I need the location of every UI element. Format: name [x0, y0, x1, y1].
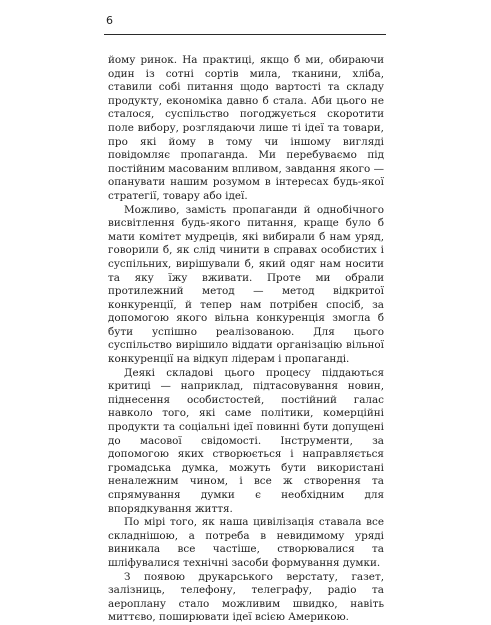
- paragraph-1: йому ринок. На практиці, якщо б ми, обираючи один із сотні сортів мила, тканини, хліба, ставили собі питання щодо вартості та складу продукту, економіка давно б стала. Аби цього не сталося, суспільство погоджується скоротити поле вибору, розглядаючи лише ті ідеї та товари, про які йому в тому чи іншому вигляді повідомляє пропаганда. Ми перебуваємо під постійним масованим впливом, завдання якого — опанувати нашим розумом в інтересах будь-якої стратегії, товару або ідеї.: [108, 54, 384, 202]
- body-text: [108, 54, 384, 625]
- paragraph-4: По мірі того, як наша цивілізація ставала все складнішою, а потреба в невидимому уряді виникала все частіше, створювалися та шліфувалися технічні засоби формування думки.: [108, 516, 384, 569]
- paragraph-2: Можливо, замість пропаганди й однобічного висвітлення будь-якого питання, краще було б мати комітет мудреців, які вибирали б нам уряд, говорили б, як слід чинити в справах особистих і суспільних, вирішували б, який одяг нам носити та яку їжу вживати. Проте ми обрали протилежний метод — метод відкритої конкуренції, й тепер нам потрібен спосіб, за допомогою якого вільна конкуренція змогла б бути успішно реалізованою. Для цього суспільство вирішило віддати організацію вільної конкуренції на відкуп лідерам і пропаганді.: [108, 203, 384, 366]
- header-rule: [104, 34, 386, 35]
- paragraph-3: Деякі складові цього процесу піддаються критиці — наприклад, підтасовування новин, піднесення особистостей, постійний галас навколо того, які саме політики, комерційні продукти та соціальні ідеї повинні бути допущені до масової свідомості. Інструменти, за допомогою яких створюється і направляється громадська думка, можуть бути використані неналежним чином, і все ж створення та спрямування думки є необхідним для впорядкування життя.: [108, 366, 384, 515]
- paragraph-5: З появою друкарського верстату, газет, залізниць, телефону, телеграфу, радіо та аероплану стало можливим швидко, навіть миттєво, поширювати ідеї всією Америкою.: [108, 570, 384, 624]
- page-number: 6: [106, 14, 113, 27]
